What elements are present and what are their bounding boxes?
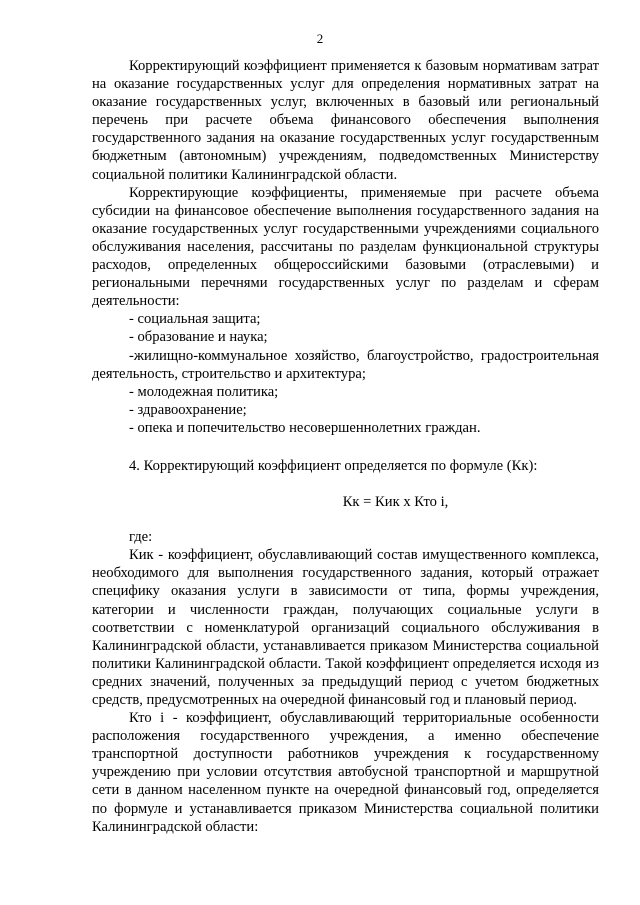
page-number: 2 <box>316 31 324 46</box>
paragraph-kik-definition: Кик - коэффициент, обуславливающий состав имущественного комплекса, необходимого для выполнения государственного задания, который отражает специфику оказания услуги в зависимости от типа, формы учреждения, категории и численности граждан, получающих социальные услуги в соответствии с номенклатурой организаций социального обслуживания в Калининградской области, устанавливается приказом Министерства социальной политики Калининградской области. Такой коэффициент определяется исходя из средних значений, полученных за предыдущий период с учетом бюджетных средств, предусмотренных на очередной финансовый год и плановый период. <box>92 547 599 708</box>
list-item: - образование и наука; <box>129 329 268 346</box>
list-item: - здравоохранение; <box>129 401 247 418</box>
list-item: - опека и попечительство несовершеннолетних граждан. <box>129 419 481 436</box>
paragraph-correction-coefficient: Корректирующий коэффициент применяется к базовым нормативам затрат на оказание государственных услуг для определения нормативных затрат на оказание государственных услуг, включенных в базовый или региональный перечень при расчете объема финансового обеспечения выполнения государственного задания на оказание государственных услуг государственным бюджетным (автономным) учреждениям, подведомственных Министерству социальной политики Калининградской области. <box>92 58 599 183</box>
paragraph-kto-definition: Кто i - коэффициент, обуславливающий территориальные особенности расположения государственного учреждения, а именно обеспечение транспортной доступности работников учреждения к государственному учреждению при условии отсутствия автобусной транспортной и маршрутной сети в данном населенном пункте на очередной финансовый год, определяется по формуле и устанавливается приказом Министерства социальной политики Калининградской области: <box>92 710 599 835</box>
list-item: -жилищно-коммунальное хозяйство, благоустройство, градостроительная деятельность, строительство и архитектура; <box>92 347 599 382</box>
document-body <box>92 57 599 836</box>
formula-where-label: где: <box>129 529 153 546</box>
list-item: - молодежная политика; <box>129 383 279 400</box>
activity-sections-list <box>92 310 599 437</box>
paragraph-formula-intro: 4. Корректирующий коэффициент определяется по формуле (Кк): <box>129 457 538 474</box>
formula: Кк = Кик х Кто i, <box>342 494 449 511</box>
list-item: - социальная защита; <box>129 311 261 328</box>
paragraph-subsidy-coefficients: Корректирующие коэффициенты, применяемые при расчете объема субсидии на финансовое обеспечение выполнения государственного задания на оказание государственных услуг государственными учреждениями социального обслуживания населения, рассчитаны по разделам функциональной структуры расходов, определенных общероссийскими базовыми (отраслевыми) и региональными перечнями государственных услуг по разделам и сферам деятельности: <box>92 184 599 310</box>
